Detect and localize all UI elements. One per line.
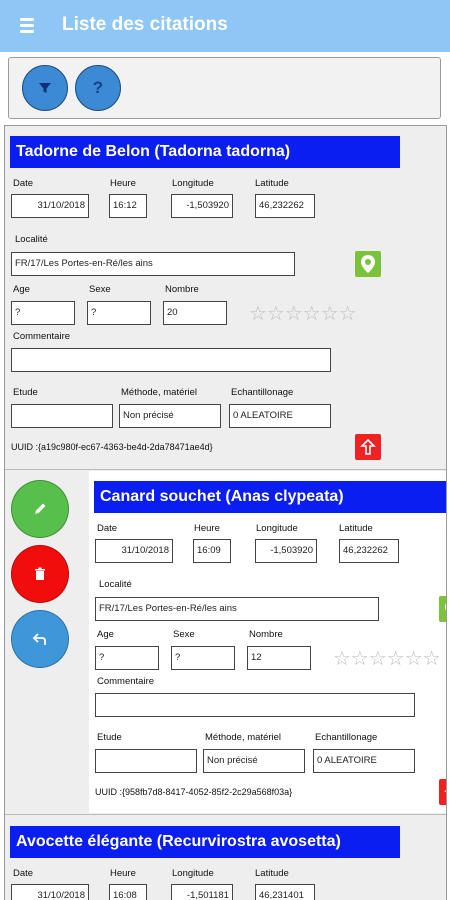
methode-label: Méthode, matériel <box>205 732 282 743</box>
citation-card-selected <box>89 471 447 813</box>
age-field[interactable]: ? <box>11 301 75 325</box>
heure-field[interactable]: 16:08 <box>109 884 147 900</box>
help-icon: ? <box>92 78 104 97</box>
date-label: Date <box>13 868 34 879</box>
upload-button[interactable] <box>439 779 447 805</box>
latitude-field[interactable]: 46,231401 <box>255 884 315 900</box>
page-title: Liste des citations <box>62 14 228 35</box>
date-label: Date <box>13 178 34 189</box>
commentaire-field[interactable] <box>11 348 331 372</box>
longitude-label: Longitude <box>172 178 214 189</box>
citation-card <box>5 816 447 900</box>
localite-label: Localité <box>99 579 132 590</box>
localite-label: Localité <box>15 234 48 245</box>
etude-field[interactable] <box>95 749 197 773</box>
back-button[interactable] <box>11 610 69 668</box>
pencil-icon <box>32 501 48 517</box>
upload-icon <box>444 784 447 800</box>
heure-label: Heure <box>110 178 136 189</box>
filter-icon <box>39 82 51 94</box>
toolbar <box>8 57 441 119</box>
methode-field[interactable]: Non précisé <box>119 404 221 428</box>
uuid-text: UUID :{958fb7d8-8417-4052-85f2-2c29a568f03a} <box>95 787 293 797</box>
date-field[interactable]: 31/10/2018 <box>95 539 173 563</box>
map-pin-button[interactable] <box>439 596 447 622</box>
map-pin-button[interactable] <box>355 251 381 277</box>
app-bar <box>0 0 450 52</box>
heure-field[interactable]: 16:12 <box>109 194 147 218</box>
trash-icon <box>32 566 48 582</box>
commentaire-field[interactable] <box>95 693 415 717</box>
age-field[interactable]: ? <box>95 646 159 670</box>
card-divider <box>5 814 447 815</box>
map-pin-icon <box>361 255 375 273</box>
nombre-label: Nombre <box>165 284 199 295</box>
commentaire-label: Commentaire <box>13 331 71 342</box>
nombre-label: Nombre <box>249 629 283 640</box>
edit-button[interactable] <box>11 480 69 538</box>
latitude-label: Latitude <box>255 178 289 189</box>
citation-card <box>5 126 447 468</box>
sexe-field[interactable]: ? <box>87 301 151 325</box>
methode-field[interactable]: Non précisé <box>203 749 305 773</box>
upload-button[interactable] <box>355 434 381 460</box>
species-title: Tadorne de Belon (Tadorna tadorna) <box>10 136 400 168</box>
echantillonage-field[interactable]: 0 ALEATOIRE <box>313 749 415 773</box>
etude-label: Etude <box>97 732 122 743</box>
age-label: Age <box>13 284 30 295</box>
age-label: Age <box>97 629 114 640</box>
echantillonage-label: Echantillonage <box>231 387 294 398</box>
citation-list[interactable] <box>4 125 447 900</box>
upload-icon <box>360 439 376 455</box>
longitude-field[interactable]: -1,503920 <box>255 539 317 563</box>
etude-field[interactable] <box>11 404 113 428</box>
commentaire-label: Commentaire <box>97 676 155 687</box>
longitude-label: Longitude <box>172 868 214 879</box>
date-field[interactable]: 31/10/2018 <box>11 884 89 900</box>
heure-label: Heure <box>194 523 220 534</box>
etude-label: Etude <box>13 387 38 398</box>
rating-stars[interactable]: ☆☆☆☆☆☆ <box>249 303 357 325</box>
echantillonage-field[interactable]: 0 ALEATOIRE <box>229 404 331 428</box>
menu-icon[interactable] <box>20 18 34 34</box>
localite-field[interactable]: FR/17/Les Portes-en-Ré/les ains <box>11 252 295 276</box>
date-label: Date <box>97 523 118 534</box>
date-field[interactable]: 31/10/2018 <box>11 194 89 218</box>
longitude-field[interactable]: -1,501181 <box>171 884 233 900</box>
heure-label: Heure <box>110 868 136 879</box>
latitude-field[interactable]: 46,232262 <box>339 539 399 563</box>
filter-button[interactable] <box>22 65 68 111</box>
species-title: Canard souchet (Anas clypeata) <box>94 481 447 513</box>
uuid-text: UUID :{a19c980f-ec67-4363-be4d-2da78471ae4d} <box>11 442 213 452</box>
latitude-field[interactable]: 46,232262 <box>255 194 315 218</box>
longitude-label: Longitude <box>256 523 298 534</box>
heure-field[interactable]: 16:09 <box>193 539 231 563</box>
help-button[interactable] <box>75 65 121 111</box>
echantillonage-label: Echantillonage <box>315 732 378 743</box>
species-title: Avocette élégante (Recurvirostra avosetta) <box>10 826 400 858</box>
map-pin-icon <box>445 600 447 618</box>
nombre-field[interactable]: 20 <box>163 301 227 325</box>
card-divider <box>5 469 447 470</box>
delete-button[interactable] <box>11 545 69 603</box>
nombre-field[interactable]: 12 <box>247 646 311 670</box>
longitude-field[interactable]: -1,503920 <box>171 194 233 218</box>
undo-icon <box>32 631 48 647</box>
sexe-label: Sexe <box>89 284 111 295</box>
latitude-label: Latitude <box>339 523 373 534</box>
methode-label: Méthode, matériel <box>121 387 198 398</box>
sexe-label: Sexe <box>173 629 195 640</box>
latitude-label: Latitude <box>255 868 289 879</box>
rating-stars[interactable]: ☆☆☆☆☆☆ <box>333 648 441 670</box>
localite-field[interactable]: FR/17/Les Portes-en-Ré/les ains <box>95 597 379 621</box>
sexe-field[interactable]: ? <box>171 646 235 670</box>
